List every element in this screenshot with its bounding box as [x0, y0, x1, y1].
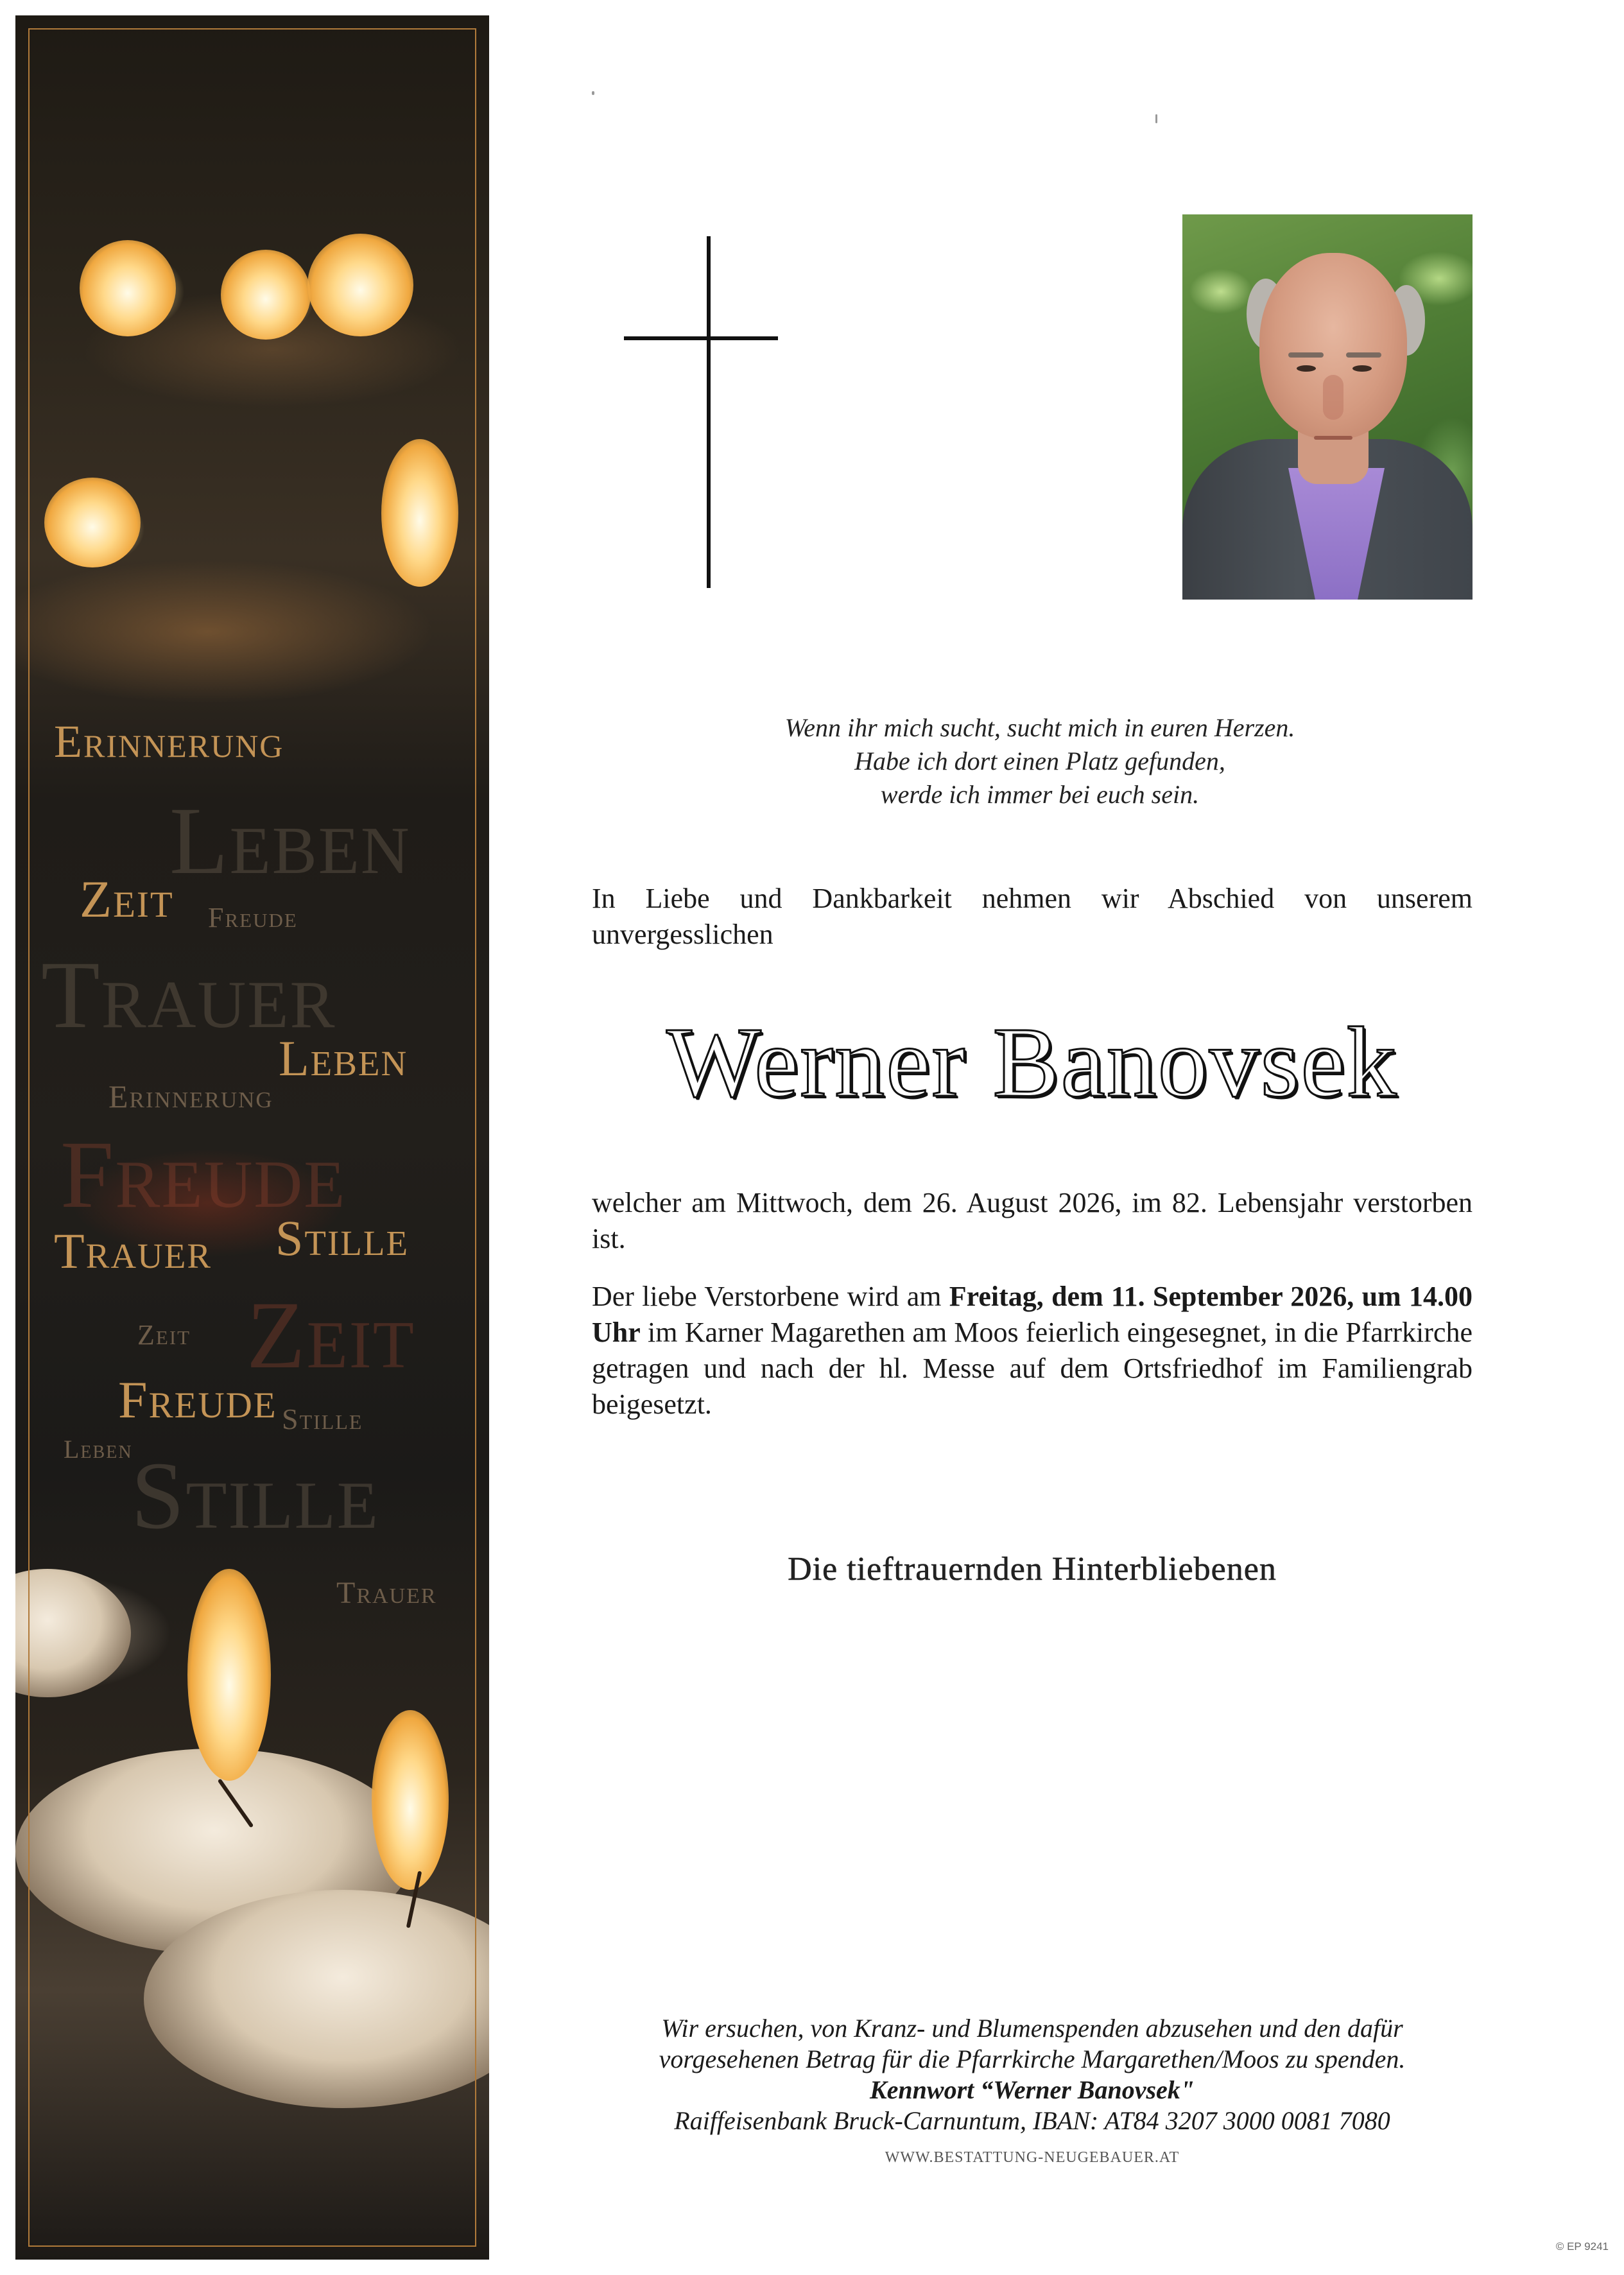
death-notice: welcher am Mittwoch, dem 26. August 2026, im 82. Lebensjahr verstorben ist.	[592, 1187, 1473, 1254]
donation-request	[592, 2013, 1473, 2136]
portrait-mouth	[1314, 436, 1352, 440]
portrait-eye	[1297, 365, 1316, 372]
portrait-brow	[1288, 352, 1324, 358]
panel-word: Leben	[64, 1435, 133, 1464]
portrait-photo	[1182, 214, 1473, 600]
poem-line: Wenn ihr mich sucht, sucht mich in euren Herzen.	[784, 713, 1295, 742]
panel-word: Erinnerung	[108, 1078, 273, 1114]
funeral-home-website: WWW.BESTATTUNG-NEUGEBAUER.AT	[885, 2149, 1180, 2166]
panel-word: Freude	[208, 902, 298, 933]
portrait-nose	[1323, 375, 1343, 420]
panel-word: Freude	[118, 1371, 277, 1429]
panel-word: Zeit	[246, 1282, 415, 1388]
donation-line: Wir ersuchen, von Kranz- und Blumenspenden abzusehen und den dafür	[661, 2014, 1403, 2043]
portrait-head	[1259, 253, 1407, 439]
scan-speck	[1155, 114, 1157, 123]
copyright-code: © EP 9241	[1555, 2240, 1609, 2253]
panel-word: Leben	[169, 788, 411, 894]
panel-word: Zeit	[137, 1319, 191, 1351]
donation-keyword: Kennwort “Werner Banovsek"	[870, 2075, 1195, 2104]
panel-word: Leben	[279, 1030, 408, 1086]
mourners-line: Die tieftrauernden Hinterbliebenen	[788, 1551, 1277, 1587]
panel-word: Erinnerung	[54, 716, 284, 767]
intro-text: In Liebe und Dankbarkeit nehmen wir Abschied von unserem unvergesslichen	[592, 883, 1473, 950]
panel-word: Trauer	[336, 1576, 437, 1610]
panel-word: Stille	[131, 1442, 379, 1549]
deceased-name: Werner Banovsek	[666, 1007, 1398, 1118]
cross-symbol	[707, 236, 711, 588]
funeral-details	[592, 1279, 1473, 1423]
scan-speck	[592, 91, 594, 95]
cross-symbol-bar	[624, 336, 778, 340]
panel-word: Trauer	[54, 1223, 212, 1279]
poem	[661, 711, 1419, 811]
panel-word: Stille	[275, 1210, 410, 1266]
portrait-brow	[1346, 352, 1381, 358]
funeral-suffix: im Karner Magarethen am Moos feierlich eingesegnet, in die Pfarrkirche getragen und nach der hl. Messe auf dem Ortsfriedhof im Familiengrab beigesetzt.	[592, 1317, 1473, 1420]
poem-line: werde ich immer bei euch sein.	[880, 780, 1200, 809]
panel-word: Stille	[282, 1403, 363, 1435]
poem-line: Habe ich dort einen Platz gefunden,	[854, 747, 1225, 775]
panel-word: Trauer	[41, 942, 336, 1048]
portrait-eye	[1352, 365, 1372, 372]
donation-line: vorgesehenen Betrag für die Pfarrkirche Margarethen/Moos zu spenden.	[659, 2045, 1406, 2073]
panel-word: Freude	[60, 1121, 347, 1228]
panel-word: Zeit	[80, 870, 174, 928]
funeral-prefix: Der liebe Verstorbene wird am	[592, 1281, 949, 1312]
candle-image-panel	[15, 15, 489, 2260]
funeral-date-time: Freitag, dem 11. September 2026, um 14.00 Uhr	[592, 1281, 1473, 1348]
donation-bank: Raiffeisenbank Bruck-Carnuntum, IBAN: AT84 3207 3000 0081 7080	[674, 2106, 1390, 2135]
